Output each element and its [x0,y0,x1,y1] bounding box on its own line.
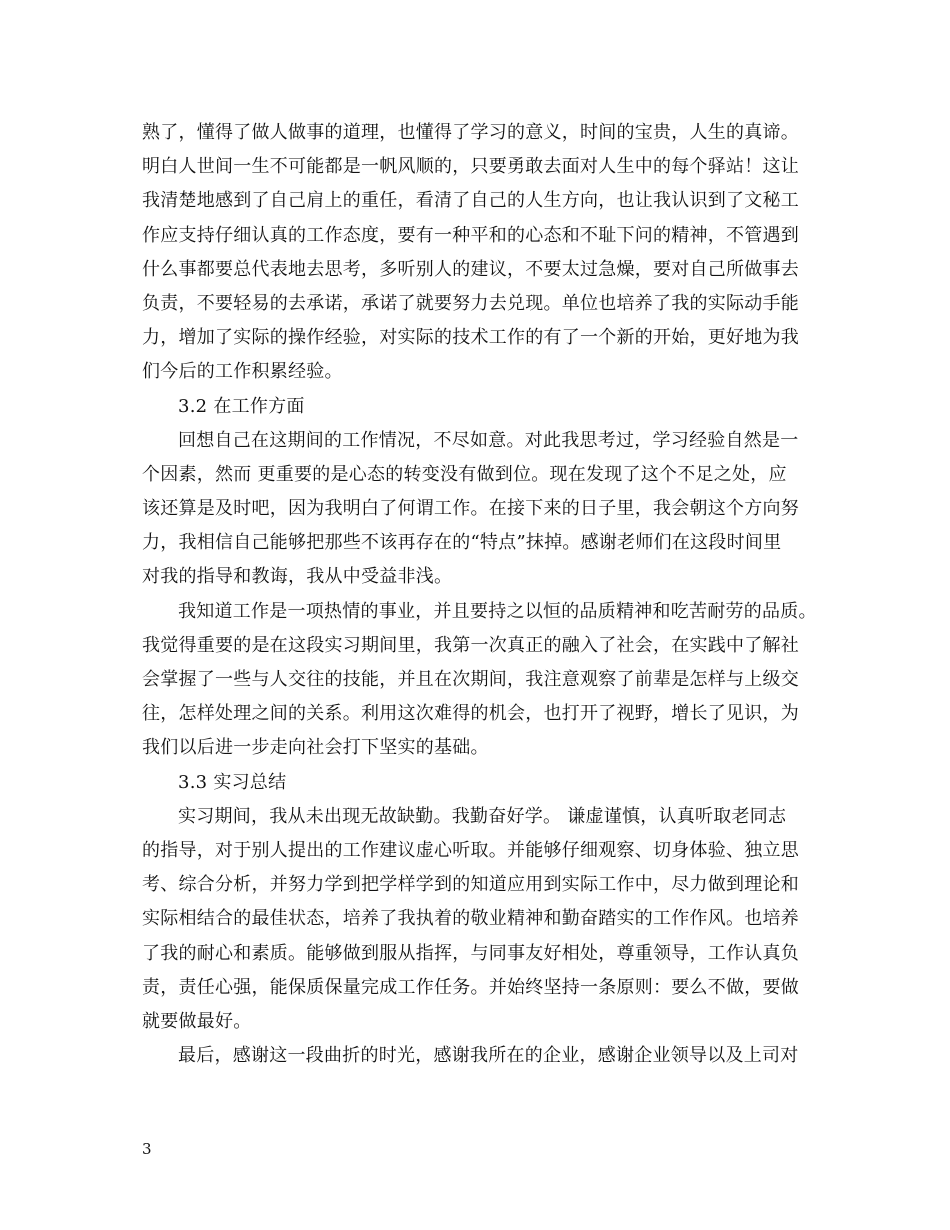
text-line: 对我的指导和教诲，我从中受益非浅。 [142,566,453,588]
text-line: 回想自己在这期间的工作情况，不尽如意。对此我思考过，学习经验自然是一 [178,429,799,451]
text-line: 力，增加了实际的操作经验，对实际的技术工作的有了一个新的开始，更好地为我 [142,327,799,349]
text-line: 实习期间，我从未出现无故缺勤。我勤奋好学。 谦虚谨慎，认真听取老同志 [178,805,787,827]
page-number: 3 [142,1140,152,1158]
text-line: 的指导，对于别人提出的工作建议虚心听取。并能够仔细观察、切身体验、独立思 [142,839,799,861]
text-line: 我清楚地感到了自己肩上的重任，看清了自己的人生方向，也让我认识到了文秘工 [142,190,799,212]
document-body [142,116,818,1073]
text-line: 就要做最好。 [142,1010,252,1032]
text-line: 什么事都要总代表地去思考，多听别人的建议，不要太过急燥，要对自己所做事去 [142,258,799,280]
text-line: 我觉得重要的是在这段实习期间里，我第一次真正的融入了社会，在实践中了解社 [142,634,799,656]
text-line: 力，我相信自己能够把那些不该再存在的“特点”抹掉。感谢老师们在这段时间里 [142,532,782,554]
text-line: 熟了，懂得了做人做事的道理，也懂得了学习的意义，时间的宝贵，人生的真谛。 [142,122,799,143]
text-line: 最后，感谢这一段曲折的时光，感谢我所在的企业，感谢企业领导以及上司对 [178,1045,799,1067]
text-line: 责，责任心强，能保质保量完成工作任务。并始终坚持一条原则：要么不做，要做 [142,976,799,998]
text-line: 会掌握了一些与人交往的技能，并且在次期间，我注意观察了前辈是怎样与上级交 [142,669,799,690]
text-line: 考、综合分析，并努力学到把学样学到的知道应用到实际工作中，尽力做到理论和 [142,874,799,896]
text-line: 个因素，然而 更重要的是心态的转变没有做到位。现在发现了这个不足之处，应 [142,463,787,485]
text-line: 该还算是及时吧，因为我明白了何谓工作。在接下来的日子里，我会朝这个方向努 [142,498,799,520]
text-line: 3.2 在工作方面 [178,395,305,417]
text-line: 我们以后进一步走向社会打下坚实的基础。 [142,737,489,759]
text-line: 们今后的工作积累经验。 [142,361,343,383]
text-line: 实际相结合的最佳状态，培养了我执着的敬业精神和勤奋踏实的工作作风。也培养 [142,908,799,930]
text-line: 负责，不要轻易的去承诺，承诺了就要努力去兑现。单位也培养了我的实际动手能 [142,292,799,314]
text-line: 明白人世间一生不可能都是一帆风顺的，只要勇敢去面对人生中的每个驿站！这让 [142,156,799,178]
text-line: 我知道工作是一项热情的事业，并且要持之以恒的品质精神和吃苦耐劳的品质。 [178,600,817,622]
text-line: 往，怎样处理之间的关系。利用这次难得的机会，也打开了视野，增长了见识，为 [142,703,799,725]
text-line: 作应支持仔细认真的工作态度，要有一种平和的心态和不耻下问的精神，不管遇到 [142,224,799,246]
text-line: 了我的耐心和素质。能够做到服从指挥，与同事友好相处，尊重领导，工作认真负 [142,942,799,964]
text-line: 3.3 实习总结 [178,771,287,793]
